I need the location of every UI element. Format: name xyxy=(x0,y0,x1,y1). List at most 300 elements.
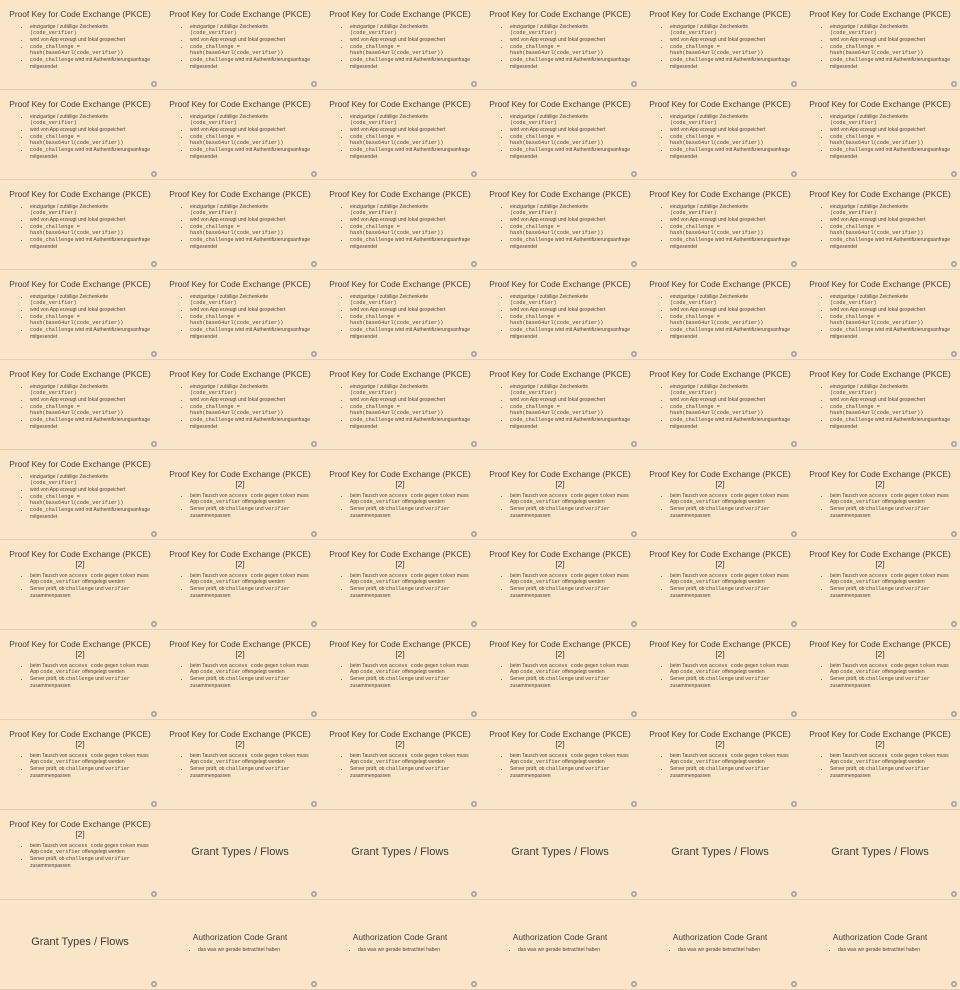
slide-thumbnail-pkce2[interactable] xyxy=(320,450,480,540)
bullet-text: wird mit Authentifizierungsanfrage mitgesendet xyxy=(510,237,631,250)
bullet-text: einzigartige / zufällige Zeichenkette xyxy=(30,293,109,300)
slide-bullet-list xyxy=(160,947,320,953)
slide-bullet xyxy=(190,24,314,37)
inline-code: code_challenge xyxy=(190,237,234,244)
slide-bullet xyxy=(670,204,794,217)
bullet-text: einzigartige / zufällige Zeichenkette xyxy=(670,203,749,210)
slide-bullet xyxy=(350,404,474,417)
bullet-text: Server prüft, ob xyxy=(670,676,706,683)
slide-bullet-list xyxy=(480,753,640,779)
slide-thumbnail-grant[interactable] xyxy=(320,810,480,900)
inline-code: token xyxy=(279,753,296,759)
slide-thumbnail-pkce2[interactable] xyxy=(320,630,480,720)
slide-bullet xyxy=(350,417,474,430)
inline-code: code_challenge = hash(base64url(code_verifier)) xyxy=(30,403,124,417)
slide-title: Proof Key for Code Exchange (PKCE) xyxy=(329,99,471,109)
slide-thumbnail-pkce2[interactable] xyxy=(640,720,800,810)
bullet-text: einzigartige / zufällige Zeichenkette xyxy=(670,23,749,30)
slide-bullet-list xyxy=(800,114,960,160)
slide-thumbnail-grant[interactable] xyxy=(640,810,800,900)
bullet-text: gegen xyxy=(423,573,440,579)
slide-bullet-list xyxy=(160,663,320,689)
slide-thumbnail-pkce1[interactable] xyxy=(800,180,960,270)
presenter-logo-icon xyxy=(630,170,638,178)
slide-bullet xyxy=(350,327,474,340)
slide-thumbnail-pkce1[interactable] xyxy=(0,180,160,270)
presenter-logo-icon xyxy=(630,620,638,628)
slide-title: Proof Key for Code Exchange (PKCE) xyxy=(9,9,151,19)
slide-title: Grant Types / Flows xyxy=(511,846,609,858)
bullet-text: wird von App erzeugt und lokal gespeichert xyxy=(350,36,446,43)
slide-thumbnail-pkce2[interactable] xyxy=(640,540,800,630)
bullet-text: muss App xyxy=(670,753,789,766)
slide-thumbnail-pkce2[interactable] xyxy=(160,630,320,720)
inline-code: challenge xyxy=(545,506,574,513)
slide-thumbnail-pkce1[interactable] xyxy=(160,270,320,360)
slide-thumbnail-pkce2[interactable] xyxy=(320,540,480,630)
slide-bullet xyxy=(350,224,474,237)
slide-thumbnail-pkce1[interactable] xyxy=(640,0,800,90)
slide-thumbnail-pkce2[interactable] xyxy=(480,630,640,720)
inline-code: access code xyxy=(228,573,264,579)
slide-bullet xyxy=(670,147,794,160)
slide-bullet-list xyxy=(640,663,800,689)
slide-bullet-list xyxy=(480,573,640,599)
bullet-text: einzigartige / zufällige Zeichenkette xyxy=(350,293,429,300)
slide-bullet xyxy=(830,586,954,599)
slide-thumbnail-pkce2[interactable] xyxy=(160,540,320,630)
slide-bullet xyxy=(190,217,314,223)
bullet-text: wird mit Authentifizierungsanfrage mitgesendet xyxy=(670,147,791,160)
inline-code: (code_verifier) xyxy=(350,29,397,36)
bullet-text: wird mit Authentifizierungsanfrage mitgesendet xyxy=(670,237,791,250)
slide-thumbnail-pkce2[interactable] xyxy=(640,450,800,540)
inline-code: code_challenge = hash(base64url(code_verifier)) xyxy=(830,133,924,147)
slide-bullet xyxy=(350,204,474,217)
slide-bullet xyxy=(30,147,154,160)
presenter-logo-icon xyxy=(470,710,478,718)
slide-thumbnail-pkce1[interactable] xyxy=(640,270,800,360)
bullet-text: Server prüft, ob xyxy=(830,676,866,683)
slide-thumbnail-pkce1[interactable] xyxy=(160,360,320,450)
bullet-text: beim Tausch von xyxy=(190,493,229,499)
slide-thumbnail-pkce1[interactable] xyxy=(320,0,480,90)
slide-thumbnail-pkce1[interactable] xyxy=(160,180,320,270)
bullet-text: wird von App erzeugt und lokal gespeichert xyxy=(670,216,766,223)
presenter-logo-icon xyxy=(790,980,798,988)
inline-code: code_challenge xyxy=(190,417,234,424)
slide-thumbnail-grant[interactable] xyxy=(0,900,160,990)
inline-code: token xyxy=(439,573,456,579)
slide-thumbnail-grant[interactable] xyxy=(160,810,320,900)
inline-code: (code_verifier) xyxy=(670,29,717,36)
slide-bullet xyxy=(830,44,954,57)
bullet-text: gegen xyxy=(903,663,920,669)
bullet-text: offengelegt werden xyxy=(240,759,285,766)
presenter-logo-icon xyxy=(790,80,798,88)
bullet-text: beim Tausch von xyxy=(190,663,229,669)
bullet-text: Server prüft, ob xyxy=(670,586,706,593)
presenter-logo-icon xyxy=(150,710,158,718)
presenter-logo-icon xyxy=(790,440,798,448)
slide-bullet-list xyxy=(0,753,160,779)
slide-bullet xyxy=(830,224,954,237)
slide-thumbnail-pkce2[interactable] xyxy=(320,720,480,810)
slide-thumbnail-pkce1[interactable] xyxy=(800,90,960,180)
inline-code: challenge xyxy=(65,856,94,863)
inline-code: code_challenge = hash(base64url(code_verifier)) xyxy=(190,133,284,147)
slide-thumbnail-pkce1[interactable] xyxy=(480,360,640,450)
bullet-text: gegen xyxy=(423,493,440,499)
slide-title: Proof Key for Code Exchange (PKCE) xyxy=(489,279,631,289)
inline-code: code_verifier xyxy=(200,499,241,506)
bullet-text: und xyxy=(573,676,586,683)
inline-code: access code xyxy=(228,493,264,499)
inline-code: code_challenge xyxy=(510,57,554,64)
slide-bullet xyxy=(510,127,634,133)
inline-code: verifier xyxy=(265,676,290,683)
slide-thumbnail-pkce1[interactable] xyxy=(0,360,160,450)
slide-thumbnail-pkce2[interactable] xyxy=(0,810,160,900)
slide-thumbnail-pkce2[interactable] xyxy=(800,630,960,720)
slide-thumbnail-pkce2[interactable] xyxy=(800,540,960,630)
slide-bullet xyxy=(190,114,314,127)
slide-bullet xyxy=(190,676,314,689)
slide-thumbnail-pkce2[interactable] xyxy=(800,720,960,810)
slide-bullet xyxy=(30,397,154,403)
slide-thumbnail-pkce1[interactable] xyxy=(160,90,320,180)
bullet-text: wird von App erzeugt und lokal gespeichert xyxy=(670,396,766,403)
bullet-text: muss App xyxy=(830,663,949,676)
slide-bullet xyxy=(830,493,954,506)
bullet-text: einzigartige / zufällige Zeichenkette xyxy=(30,383,109,390)
slide-bullet xyxy=(510,44,634,57)
slide-bullet-list xyxy=(320,947,480,953)
bullet-text: Server prüft, ob xyxy=(510,506,546,513)
slide-thumbnail-pkce2[interactable] xyxy=(800,450,960,540)
bullet-text: gegen xyxy=(423,663,440,669)
slide-thumbnail-pkce2[interactable] xyxy=(0,540,160,630)
inline-code: code_challenge xyxy=(30,417,74,424)
inline-code: token xyxy=(439,493,456,499)
slide-bullet-list xyxy=(640,493,800,519)
slide-title: Proof Key for Code Exchange (PKCE) xyxy=(649,189,791,199)
slide-thumbnail-pkce2[interactable] xyxy=(480,540,640,630)
slide-bullet xyxy=(838,947,954,953)
bullet-text: zusammenpassen xyxy=(510,772,551,779)
bullet-text: muss App xyxy=(30,663,149,676)
slide-thumbnail-grant[interactable] xyxy=(480,810,640,900)
presenter-logo-icon xyxy=(790,710,798,718)
slide-title: Proof Key for Code Exchange (PKCE) [2] xyxy=(9,549,151,569)
presenter-logo-icon xyxy=(310,170,318,178)
bullet-text: wird mit Authentifizierungsanfrage mitgesendet xyxy=(30,507,151,520)
slide-bullet xyxy=(350,57,474,70)
inline-code: token xyxy=(919,493,936,499)
slide-bullet-list xyxy=(480,663,640,689)
slide-thumbnail-pkce1[interactable] xyxy=(320,360,480,450)
slide-thumbnail-pkce1[interactable] xyxy=(0,90,160,180)
inline-code: verifier xyxy=(265,506,290,513)
inline-code: access code xyxy=(548,663,584,669)
inline-code: token xyxy=(439,753,456,759)
inline-code: code_verifier xyxy=(680,579,721,586)
slide-thumbnail-pkce1[interactable] xyxy=(800,0,960,90)
bullet-text: muss App xyxy=(830,493,949,506)
slide-thumbnail-pkce1[interactable] xyxy=(640,180,800,270)
inline-code: (code_verifier) xyxy=(510,299,557,306)
inline-code: code_challenge = hash(base64url(code_verifier)) xyxy=(30,43,124,57)
slide-bullet-list xyxy=(480,493,640,519)
presenter-logo-icon xyxy=(950,350,958,358)
slide-bullet xyxy=(830,127,954,133)
bullet-text: wird von App erzeugt und lokal gespeichert xyxy=(670,36,766,43)
slide-title: Proof Key for Code Exchange (PKCE) [2] xyxy=(649,549,791,569)
bullet-text: offengelegt werden xyxy=(400,499,445,506)
inline-code: token xyxy=(919,663,936,669)
bullet-text: zusammenpassen xyxy=(190,592,231,599)
slide-thumbnail-pkce2[interactable] xyxy=(160,720,320,810)
slide-bullet xyxy=(350,44,474,57)
inline-code: verifier xyxy=(425,586,450,593)
slide-bullet xyxy=(830,24,954,37)
bullet-text: wird mit Authentifizierungsanfrage mitgesendet xyxy=(350,147,471,160)
slide-title: Proof Key for Code Exchange (PKCE) [2] xyxy=(809,469,951,489)
bullet-text: wird mit Authentifizierungsanfrage mitgesendet xyxy=(350,417,471,430)
bullet-text: beim Tausch von xyxy=(670,573,709,579)
presenter-logo-icon xyxy=(470,890,478,898)
slide-bullet-list xyxy=(320,294,480,340)
bullet-text: wird mit Authentifizierungsanfrage mitgesendet xyxy=(190,57,311,70)
bullet-text: gegen xyxy=(103,753,120,759)
bullet-text: und xyxy=(733,506,746,513)
bullet-text: und xyxy=(93,586,106,593)
slide-bullet-list xyxy=(160,493,320,519)
bullet-text: zusammenpassen xyxy=(30,772,71,779)
slide-bullet-list xyxy=(640,204,800,250)
inline-code: code_challenge = hash(base64url(code_verifier)) xyxy=(350,223,444,237)
bullet-text: gegen xyxy=(903,493,920,499)
slide-title: Proof Key for Code Exchange (PKCE) xyxy=(169,9,311,19)
slide-bullet xyxy=(30,573,154,586)
slide-title: Proof Key for Code Exchange (PKCE) [2] xyxy=(329,639,471,659)
slide-title: Proof Key for Code Exchange (PKCE) xyxy=(809,279,951,289)
inline-code: code_challenge xyxy=(30,327,74,334)
inline-code: token xyxy=(919,573,936,579)
slide-bullet xyxy=(30,134,154,147)
inline-code: code_challenge = hash(base64url(code_verifier)) xyxy=(670,223,764,237)
slide-bullet-list xyxy=(640,947,800,953)
slide-title: Proof Key for Code Exchange (PKCE) xyxy=(489,9,631,19)
bullet-text: Server prüft, ob xyxy=(190,586,226,593)
slide-thumbnail-authcode[interactable] xyxy=(160,900,320,990)
inline-code: code_challenge = hash(base64url(code_verifier)) xyxy=(670,133,764,147)
slide-bullet xyxy=(30,327,154,340)
bullet-text: muss App xyxy=(670,573,789,586)
bullet-text: zusammenpassen xyxy=(350,512,391,519)
slide-bullet xyxy=(510,237,634,250)
bullet-text: zusammenpassen xyxy=(830,772,871,779)
inline-code: verifier xyxy=(265,766,290,773)
inline-code: challenge xyxy=(865,506,894,513)
slide-title: Proof Key for Code Exchange (PKCE) [2] xyxy=(809,729,951,749)
bullet-text: Server prüft, ob xyxy=(510,766,546,773)
bullet-text: muss App xyxy=(670,493,789,506)
slide-thumbnail-grant[interactable] xyxy=(800,810,960,900)
slide-bullet xyxy=(510,24,634,37)
slide-title: Proof Key for Code Exchange (PKCE) [2] xyxy=(489,549,631,569)
bullet-text: wird von App erzeugt und lokal gespeichert xyxy=(190,396,286,403)
slide-thumbnail-pkce1[interactable] xyxy=(320,270,480,360)
slide-bullet xyxy=(190,294,314,307)
bullet-text: beim Tausch von xyxy=(350,493,389,499)
slide-thumbnail-authcode[interactable] xyxy=(320,900,480,990)
slide-title: Grant Types / Flows xyxy=(31,936,129,948)
bullet-text: wird mit Authentifizierungsanfrage mitgesendet xyxy=(670,327,791,340)
slide-thumbnail-authcode[interactable] xyxy=(640,900,800,990)
bullet-text: muss App xyxy=(510,753,629,766)
slide-bullet xyxy=(510,663,634,676)
slide-thumbnail-pkce1[interactable] xyxy=(0,270,160,360)
bullet-text: zusammenpassen xyxy=(830,682,871,689)
bullet-text: und xyxy=(253,506,266,513)
slide-bullet xyxy=(358,947,474,953)
bullet-text: wird mit Authentifizierungsanfrage mitgesendet xyxy=(510,327,631,340)
inline-code: challenge xyxy=(225,506,254,513)
slide-thumbnail-pkce2[interactable] xyxy=(0,720,160,810)
slide-bullet xyxy=(30,24,154,37)
slide-thumbnail-pkce1[interactable] xyxy=(800,270,960,360)
inline-code: code_challenge xyxy=(670,147,714,154)
inline-code: token xyxy=(279,573,296,579)
slide-thumbnail-pkce1[interactable] xyxy=(480,180,640,270)
inline-code: code_challenge = hash(base64url(code_verifier)) xyxy=(350,133,444,147)
presenter-logo-icon xyxy=(630,350,638,358)
bullet-text: und xyxy=(413,766,426,773)
slide-thumbnail-authcode[interactable] xyxy=(480,900,640,990)
slide-bullet xyxy=(198,947,314,953)
slide-bullet xyxy=(30,843,154,856)
slide-thumbnail-pkce2[interactable] xyxy=(160,450,320,540)
bullet-text: und xyxy=(893,676,906,683)
slide-bullet xyxy=(190,134,314,147)
slide-thumbnail-pkce1[interactable] xyxy=(800,360,960,450)
slide-bullet xyxy=(510,676,634,689)
inline-code: access code xyxy=(68,753,104,759)
presenter-logo-icon xyxy=(150,440,158,448)
slide-thumbnail-pkce1[interactable] xyxy=(320,90,480,180)
slide-bullet xyxy=(190,404,314,417)
bullet-text: offengelegt werden xyxy=(880,759,925,766)
presenter-logo-icon xyxy=(470,260,478,268)
slide-thumbnail-pkce1[interactable] xyxy=(480,270,640,360)
slide-title: Proof Key for Code Exchange (PKCE) [2] xyxy=(9,639,151,659)
inline-code: challenge xyxy=(865,766,894,773)
bullet-text: beim Tausch von xyxy=(510,663,549,669)
slide-bullet-list xyxy=(640,753,800,779)
bullet-text: wird mit Authentifizierungsanfrage mitgesendet xyxy=(190,147,311,160)
slide-title: Proof Key for Code Exchange (PKCE) xyxy=(329,369,471,379)
presenter-logo-icon xyxy=(630,440,638,448)
bullet-text: einzigartige / zufällige Zeichenkette xyxy=(190,293,269,300)
slide-title: Proof Key for Code Exchange (PKCE) xyxy=(329,189,471,199)
slide-title: Proof Key for Code Exchange (PKCE) xyxy=(9,99,151,109)
bullet-text: muss App xyxy=(510,573,629,586)
slide-thumbnail-pkce1[interactable] xyxy=(0,0,160,90)
slide-bullet xyxy=(350,127,474,133)
slide-thumbnail-pkce1[interactable] xyxy=(320,180,480,270)
inline-code: challenge xyxy=(705,506,734,513)
slide-bullet xyxy=(510,417,634,430)
slide-bullet xyxy=(510,217,634,223)
slide-bullet xyxy=(830,147,954,160)
bullet-text: und xyxy=(253,586,266,593)
bullet-text: muss App xyxy=(190,573,309,586)
slide-bullet xyxy=(30,294,154,307)
inline-code: code_challenge xyxy=(830,147,874,154)
slide-thumbnail-pkce1[interactable] xyxy=(640,360,800,450)
bullet-text: zusammenpassen xyxy=(830,592,871,599)
slide-bullet xyxy=(670,663,794,676)
slide-thumbnail-pkce2[interactable] xyxy=(0,630,160,720)
bullet-text: offengelegt werden xyxy=(880,669,925,676)
inline-code: token xyxy=(279,663,296,669)
inline-code: code_verifier xyxy=(40,849,81,856)
bullet-text: beim Tausch von xyxy=(350,753,389,759)
bullet-text: Server prüft, ob xyxy=(350,676,386,683)
slide-bullet xyxy=(190,586,314,599)
slide-bullet-list xyxy=(480,114,640,160)
slide-thumbnail-pkce1[interactable] xyxy=(480,90,640,180)
slide-thumbnail-authcode[interactable] xyxy=(800,900,960,990)
slide-bullet xyxy=(510,224,634,237)
inline-code: code_challenge xyxy=(830,237,874,244)
slide-bullet xyxy=(190,417,314,430)
slide-thumbnail-pkce1[interactable] xyxy=(0,450,160,540)
slide-thumbnail-pkce2[interactable] xyxy=(480,450,640,540)
slide-thumbnail-pkce2[interactable] xyxy=(480,720,640,810)
bullet-text: wird mit Authentifizierungsanfrage mitgesendet xyxy=(830,417,951,430)
slide-thumbnail-pkce2[interactable] xyxy=(640,630,800,720)
bullet-text: muss App xyxy=(30,753,149,766)
slide-bullet xyxy=(830,237,954,250)
bullet-text: Server prüft, ob xyxy=(30,586,66,593)
slide-thumbnail-pkce1[interactable] xyxy=(480,0,640,90)
bullet-text: beim Tausch von xyxy=(670,753,709,759)
bullet-text: wird von App erzeugt und lokal gespeichert xyxy=(830,396,926,403)
inline-code: code_challenge xyxy=(190,147,234,154)
slide-bullet xyxy=(350,676,474,689)
slide-thumbnail-pkce1[interactable] xyxy=(160,0,320,90)
slide-bullet xyxy=(830,766,954,779)
slide-bullet xyxy=(30,586,154,599)
inline-code: code_challenge = hash(base64url(code_verifier)) xyxy=(350,43,444,57)
bullet-text: zusammenpassen xyxy=(30,592,71,599)
bullet-text: wird von App erzeugt und lokal gespeichert xyxy=(30,306,126,313)
slide-bullet-list xyxy=(160,573,320,599)
slide-thumbnail-pkce1[interactable] xyxy=(640,90,800,180)
bullet-text: zusammenpassen xyxy=(30,682,71,689)
slide-bullet xyxy=(190,753,314,766)
slide-title: Proof Key for Code Exchange (PKCE) xyxy=(489,189,631,199)
bullet-text: gegen xyxy=(263,753,280,759)
inline-code: code_verifier xyxy=(840,499,881,506)
bullet-text: Server prüft, ob xyxy=(830,586,866,593)
slide-bullet xyxy=(190,147,314,160)
bullet-text: wird mit Authentifizierungsanfrage mitgesendet xyxy=(830,57,951,70)
presenter-logo-icon xyxy=(630,80,638,88)
bullet-text: offengelegt werden xyxy=(880,579,925,586)
